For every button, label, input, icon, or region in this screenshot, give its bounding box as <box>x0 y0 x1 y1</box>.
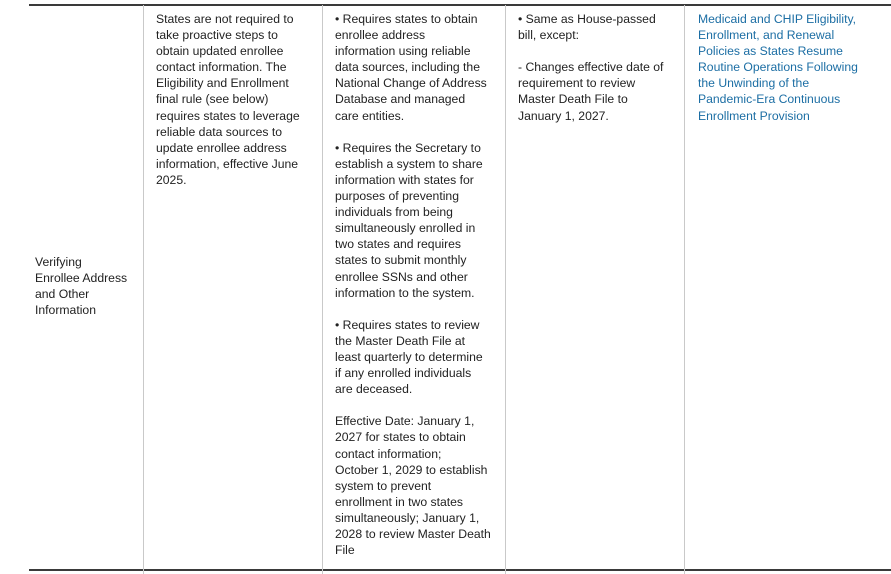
column-divider <box>684 5 685 574</box>
column-divider <box>322 5 323 574</box>
row-label: Verifying Enrollee Address and Other Information <box>35 255 128 318</box>
house-bill-death-file-provision: • Requires states to review the Master Death File at least quarterly to determine if any enrolled individuals are deceased. <box>335 317 483 397</box>
column-divider <box>505 5 506 574</box>
senate-bill-change: - Changes effective date of requirement to review Master Death File to January 1, 2027. <box>518 60 664 123</box>
senate-bill-cell <box>518 11 678 124</box>
house-bill-duplicate-enrollment-provision: • Requires the Secretary to establish a system to share information with states for purposes of preventing individuals from being simultaneously enrolled in two states and requires states to submit monthly enrollee SSNs and other information to the system. <box>335 140 483 300</box>
current-law-cell <box>156 11 316 188</box>
resources-cell <box>698 11 888 124</box>
top-rule <box>29 4 891 6</box>
row-label-cell <box>35 254 135 318</box>
house-bill-effective-date: Effective Date: January 1, 2027 for states to obtain contact information; October 1, 2029 to establish system to prevent enrollment in two states simultaneously; January 1, 2028 to review Master Death File <box>335 414 491 558</box>
house-bill-cell <box>335 11 499 558</box>
house-bill-address-provision: • Requires states to obtain enrollee address information using reliable data sources, including the National Change of Address Database and managed care entities. <box>335 12 487 123</box>
senate-bill-summary: • Same as House-passed bill, except: <box>518 12 656 43</box>
resource-link[interactable]: Medicaid and CHIP Eligibility, Enrollment, and Renewal Policies as States Resume Routine Operations Following the Unwinding of the Pandemic-Era Continuous Enrollment Provision <box>698 12 858 123</box>
current-law-text: States are not required to take proactive steps to obtain updated enrollee contact information. The Eligibility and Enrollment final rule (see below) requires states to leverage reliable data sources to update enrollee address information, effective June 2025. <box>156 12 300 187</box>
column-divider <box>143 5 144 574</box>
bottom-rule <box>29 569 891 571</box>
